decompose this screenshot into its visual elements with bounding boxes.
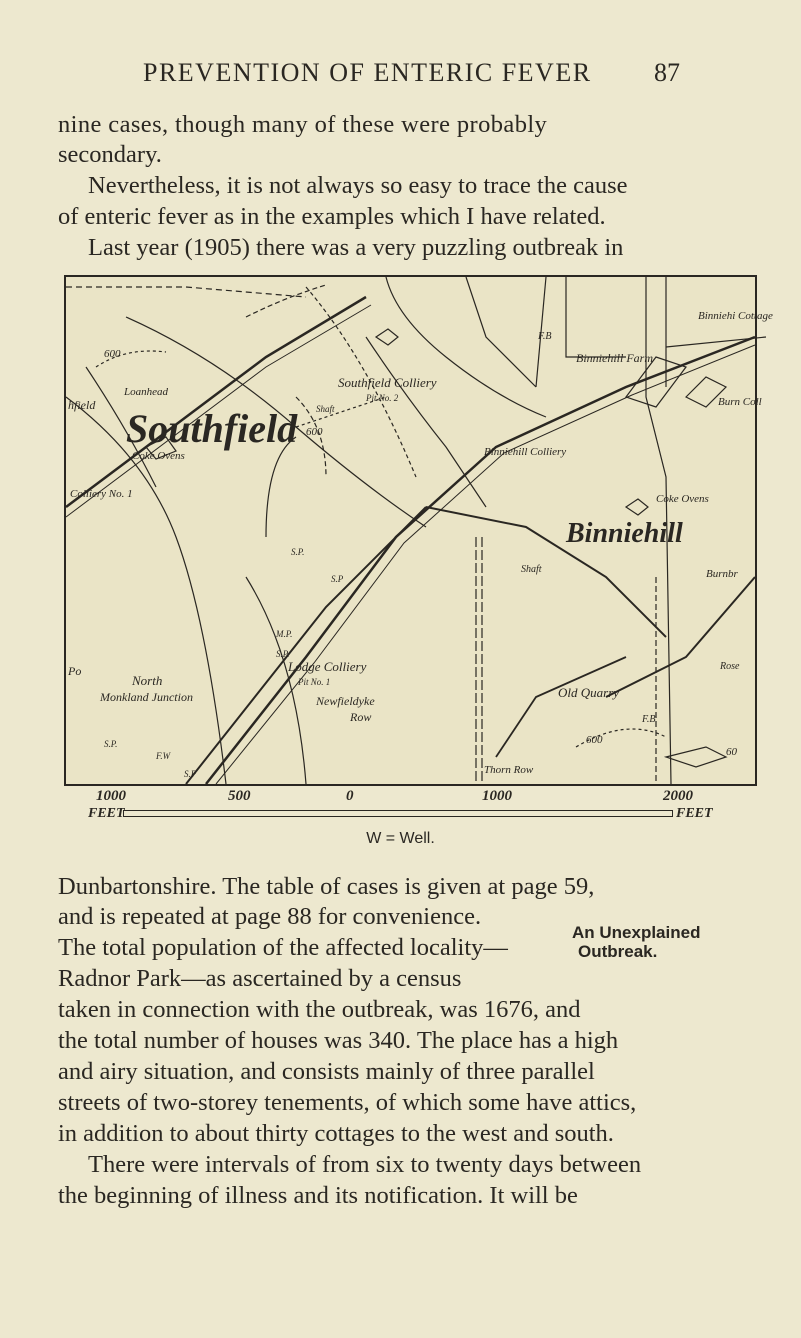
text-line: of enteric fever as in the examples which I have related. [58,203,606,230]
map-label: Shaft [316,404,335,414]
map-label: Binniehill Farm [576,351,653,365]
map-label: Coke Ovens [656,493,709,505]
running-title: PREVENTION OF ENTERIC FEVER [143,58,592,87]
top-paragraph [0,110,801,270]
map-label: S.P [331,574,344,584]
map-label: Burn Coll [718,396,762,408]
map-label: Binniehill [566,518,683,549]
map-label: Thorn Row [484,764,534,776]
text-line: taken in connection with the outbreak, was 1676, and [58,996,581,1023]
colliery-map [64,275,773,786]
map-scale [88,788,728,828]
map-label: 60 [726,746,737,758]
text-line: streets of two-storey tenements, of which some have attics, [58,1089,637,1116]
scale-number: 0 [346,788,354,804]
map-label: F.B [538,331,552,342]
map-label: S.P [184,769,197,779]
map-label: North [132,673,163,688]
map-label: Binniehill Colliery [484,446,567,458]
map-label: Old Quarry [558,685,620,700]
map-label: S.P. [104,739,118,749]
map-label: Southfield Colliery [338,375,437,390]
scale-unit: FEET [88,806,125,821]
text-line: There were intervals of from six to twenty days between [88,1151,642,1178]
text-line: Last year (1905) there was a very puzzling outbreak in [88,234,624,261]
map-label: Loanhead [124,386,168,398]
text-line: Dunbartonshire. The table of cases is given at page 59, [58,873,595,900]
text-line: nine cases, though many of these were probably [58,111,548,138]
map-label: Southfield [126,406,298,451]
map-label: Coke Ovens [132,450,185,462]
text-line: Radnor Park—as ascertained by a census [58,965,462,992]
margin-note-line: An Unexplained [572,923,701,942]
text-line: in addition to about thirty cottages to the west and south. [58,1120,614,1147]
text-line: the beginning of illness and its notification. It will be [58,1182,578,1209]
map-label: F.B [642,714,656,725]
scale-number: 2000 [663,788,693,804]
map-label: Burnbr [706,568,738,580]
map-label: Shaft [521,564,542,575]
map-label: Pit No. 2 [366,393,399,403]
map-label: Newfieldyke [316,694,375,708]
map-label: F.W [156,751,171,761]
scale-number: 1000 [96,788,126,804]
map-label: Rose [720,661,740,672]
scale-number: 1000 [482,788,512,804]
scale-bar [123,810,673,817]
map-label: Row [350,710,372,724]
map-label: Lodge Colliery [288,659,367,674]
map-label: S.P. [276,649,290,659]
map-label: 600 [586,734,603,746]
map-label: Po [68,664,82,678]
margin-note [572,923,700,961]
page-number: 87 [654,58,680,87]
map-label: Colliery No. 1 [70,488,133,500]
text-line: the total number of houses was 340. The place has a high [58,1027,619,1054]
map-label: Monkland Junction [100,690,193,704]
map-label: Binniehi Cottage [698,310,773,322]
text-line: The total population of the affected locality— [58,934,508,961]
scale-unit: FEET [676,806,713,821]
map-label: S.P. [291,547,305,557]
text-line: and airy situation, and consists mainly of three parallel [58,1058,595,1085]
map-label: 600 [104,348,121,360]
map-label: 600 [306,426,323,438]
scale-number: 500 [228,788,251,804]
margin-note-line: Outbreak. [578,942,658,961]
page-header [0,58,801,98]
text-line: and is repeated at page 88 for convenience. [58,903,482,930]
text-line: secondary. [58,141,162,168]
map-label: Pit No. 1 [298,677,331,687]
map-label: hfield [68,398,96,412]
map-caption: W = Well. [366,830,435,847]
map-label: M.P. [276,629,293,639]
text-line: Nevertheless, it is not always so easy to trace the cause [88,172,628,199]
map-drawing [66,277,773,784]
